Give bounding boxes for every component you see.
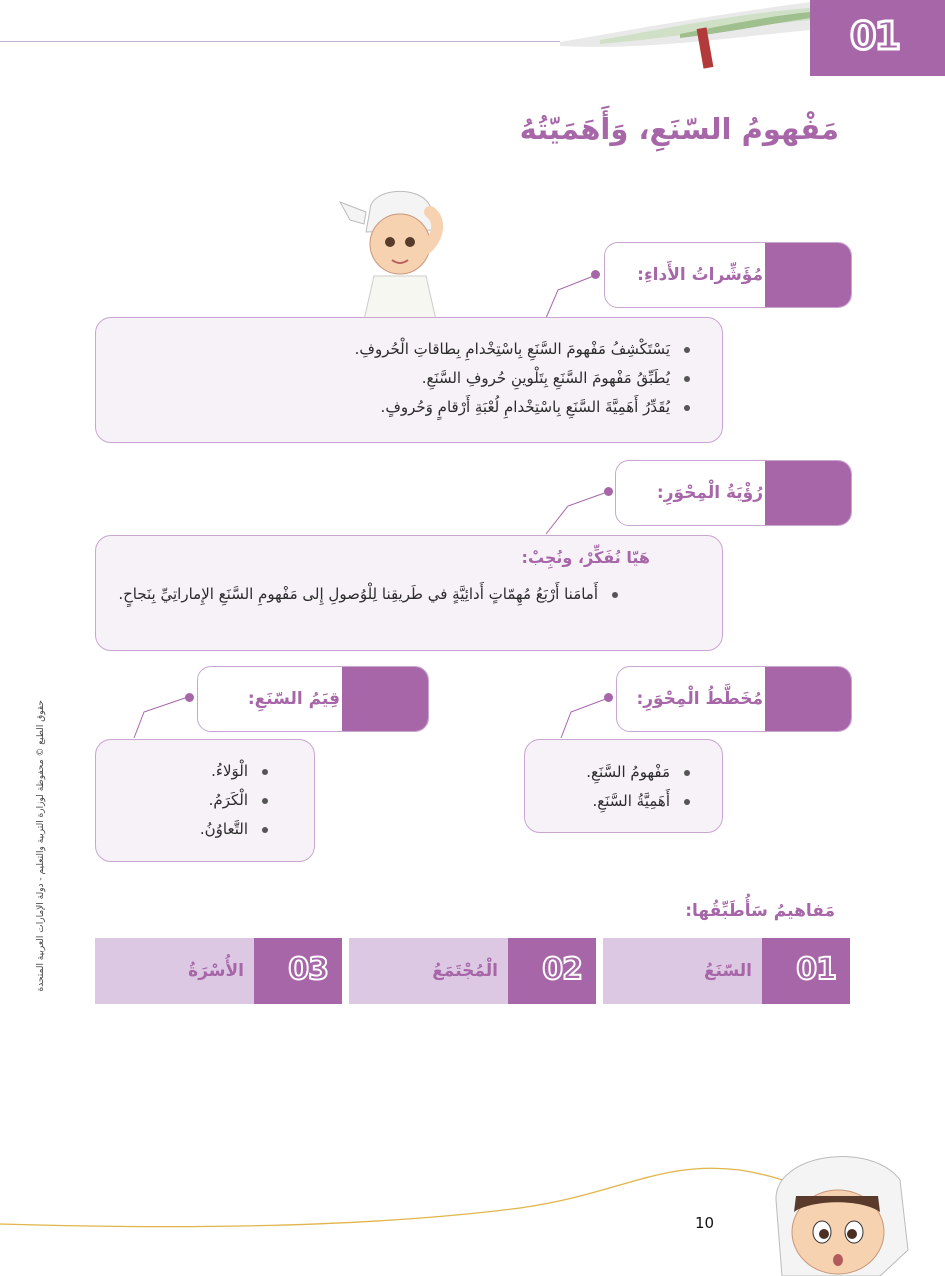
list-item: أَمامَنا أَرْبَعُ مُهِمّاتٍ أَدائِيَّةٍ في طَريقِنا لِلْوُصولِ إِلى مَفْهومِ السَّنَعِ الإِماراتِيِّ بِنَجاحٍ. — [114, 580, 622, 609]
connector-dot — [591, 270, 600, 279]
axis-plan-label: مُخَطَّطُ الْمِحْوَرِ: — [636, 689, 763, 709]
list-item: يُقَدِّرُ أَهَمِيَّةَ السَّنَعِ بِاسْتِخْدامِ لُعْبَةِ أَرْقامٍ وَحُروفٍ. — [114, 393, 694, 422]
axis-vision-label: رُؤْيَةُ الْمِحْوَرِ: — [656, 483, 763, 503]
sanaa-values-label: قِيَمُ السّنَعِ: — [247, 689, 340, 709]
concept-number: 01 — [796, 952, 836, 987]
page-title: مَفْهومُ السّنَعِ، وَأَهَمَيّتُهُ — [519, 112, 839, 146]
concept-number: 03 — [288, 952, 328, 987]
axis-vision-box — [95, 535, 723, 651]
concept-card-3 — [95, 938, 342, 1004]
concept-card-1 — [603, 938, 850, 1004]
axis-plan-pill — [616, 666, 852, 732]
axis-plan-box — [524, 739, 723, 833]
boy-illustration — [330, 180, 460, 320]
list-item: يَسْتَكْشِفُ مَفْهومَ السَّنَعِ بِاسْتِخْدامِ بِطاقاتِ الْحُروفِ. — [114, 335, 694, 364]
boy-face-illustration — [760, 1140, 910, 1276]
connector-line — [128, 694, 193, 742]
copyright-note: حقوق الطبع © محفوظة لوزارة التربية والتعليم - دولة الإمارات العربية المتحدة — [36, 700, 46, 992]
performance-indicators-box — [95, 317, 723, 443]
list-item: مَفْهومُ السَّنَعِ. — [534, 758, 694, 787]
connector-dot — [604, 693, 613, 702]
pill-decoration — [765, 243, 851, 307]
performance-indicators-label: مُؤَشِّراتُ الأَداءِ: — [637, 265, 763, 285]
header-divider — [0, 41, 560, 42]
connector-line — [540, 488, 615, 538]
connector-dot — [185, 693, 194, 702]
concept-card-2 — [349, 938, 596, 1004]
chapter-number: 01 — [850, 14, 899, 58]
connector-dot — [604, 487, 613, 496]
concept-label: السّنَعُ — [703, 961, 752, 981]
list-item: الْوَلاءُ. — [112, 757, 272, 786]
connector-line — [540, 272, 600, 322]
sanaa-values-pill — [197, 666, 429, 732]
concept-label: الْمُجْتَمَعُ — [432, 961, 498, 981]
list-item: أَهَمِيَّةُ السَّنَعِ. — [534, 787, 694, 816]
list-item: يُطَبِّقُ مَفْهومَ السَّنَعِ بِتَلْوينِ حُروفِ السَّنَعِ. — [114, 364, 694, 393]
pill-decoration — [765, 461, 851, 525]
concepts-title: مَفاهيمُ سَأُطَبِّقُها: — [685, 901, 835, 921]
performance-indicators-pill — [604, 242, 852, 308]
list-item: الْكَرَمُ. — [112, 786, 272, 815]
concept-label: الأُسْرَةُ — [188, 961, 244, 981]
uae-flag-decoration — [560, 0, 810, 76]
axis-vision-subheading: هَيّا نُفَكِّرْ، ونُجِبْ: — [521, 548, 650, 567]
axis-vision-pill — [615, 460, 852, 526]
concept-number: 02 — [542, 952, 582, 987]
pill-decoration — [342, 667, 428, 731]
list-item: التَّعاوُنُ. — [112, 815, 272, 844]
pill-decoration — [765, 667, 851, 731]
page-number: 10 — [695, 1214, 715, 1232]
sanaa-values-box — [95, 739, 315, 862]
